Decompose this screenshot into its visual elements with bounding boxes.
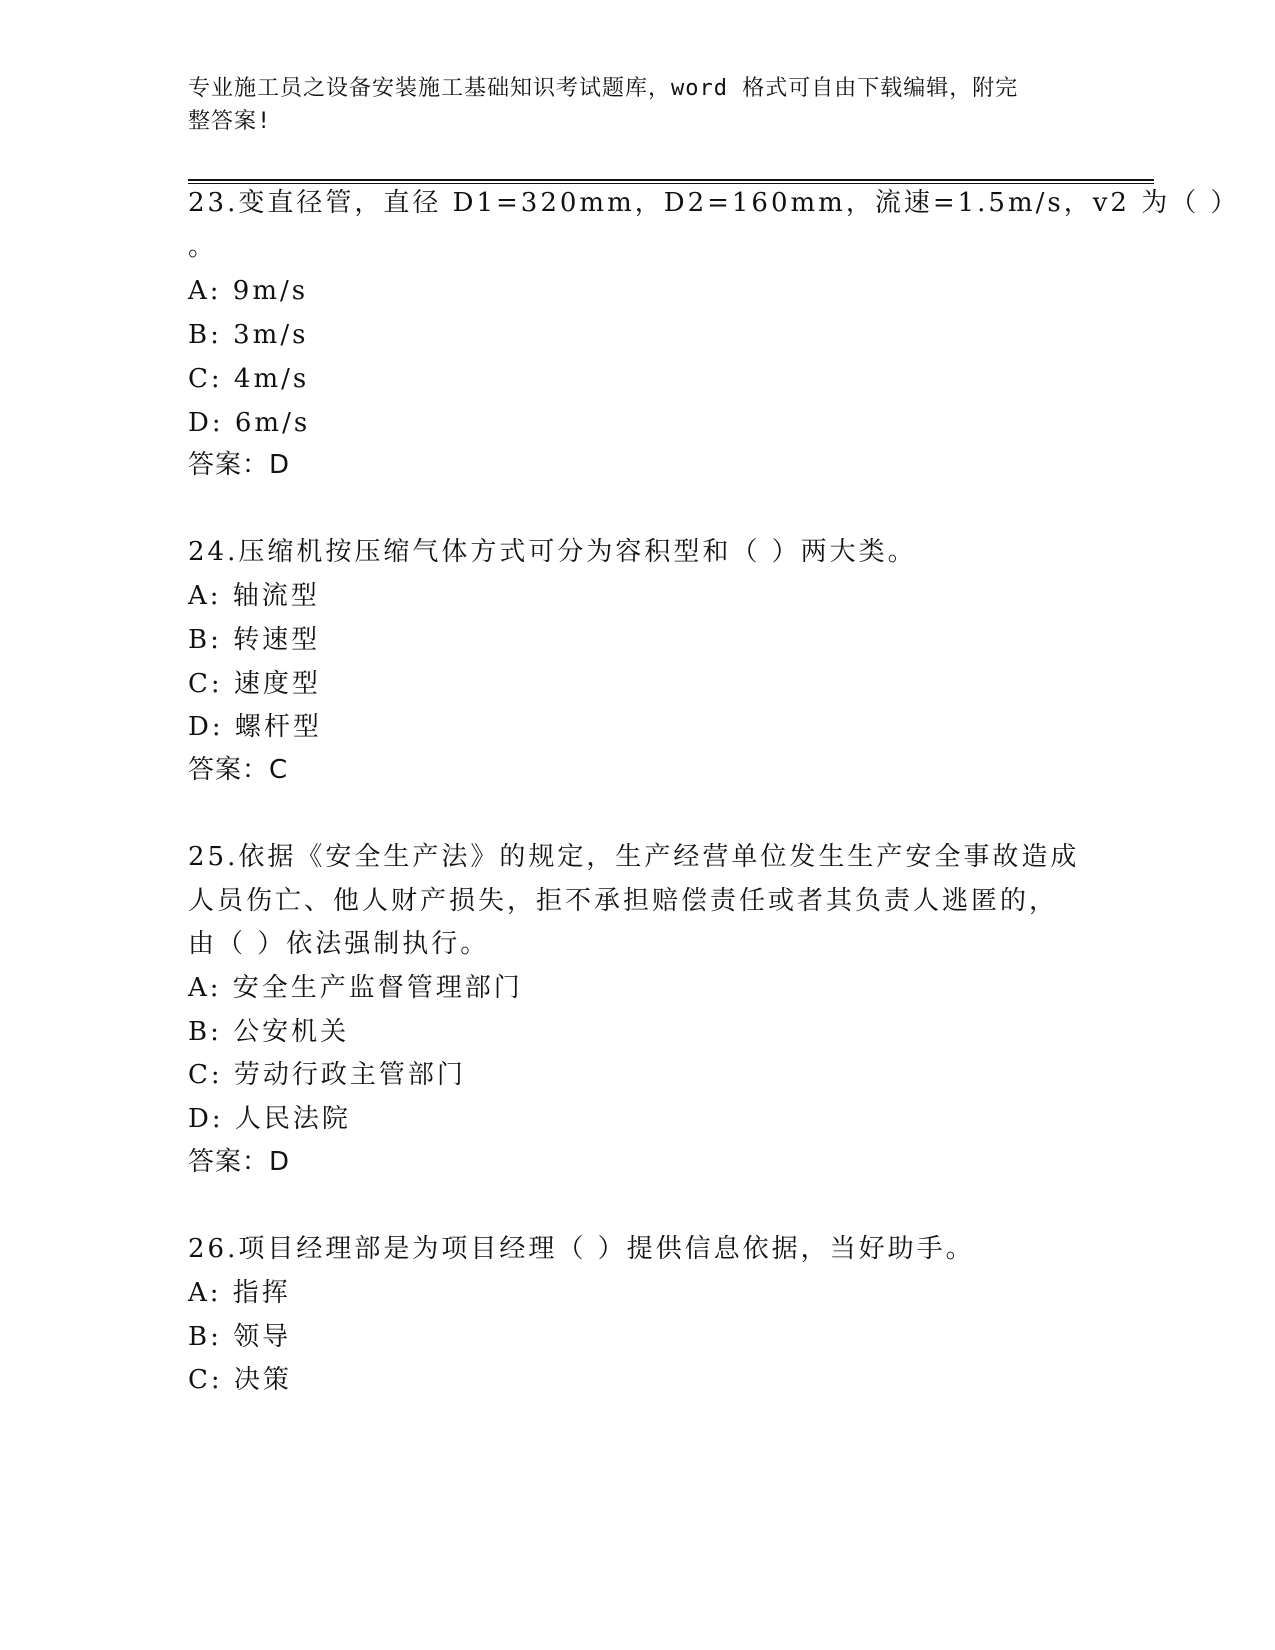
question-24-option-a: A: 轴流型 [188,581,320,611]
question-25-option-c: C: 劳动行政主管部门 [188,1060,466,1090]
question-23-option-c: C: 4m/s [188,364,310,394]
question-23-answer: 答案：D [188,450,291,480]
question-23-stem-line-2: 。 [188,232,218,262]
question-23-option-b: B: 3m/s [188,320,309,350]
intro-line-1: 专业施工员之设备安装施工基础知识考试题库，word 格式可自由下载编辑，附完 [188,76,1019,101]
intro-line-2: 整答案! [188,109,272,134]
question-25-answer: 答案：D [188,1147,291,1177]
question-23-option-a: A: 9m/s [188,276,309,306]
question-25-option-a: A: 安全生产监督管理部门 [188,973,523,1003]
document-intro [188,72,1068,138]
question-24-answer: 答案：C [188,755,289,785]
question-25-stem-line-3: 由（ ）依法强制执行。 [188,929,490,959]
header-divider-thick [188,179,1154,181]
question-26-option-c: C: 决策 [188,1365,292,1395]
header-divider-thin [188,183,1154,184]
question-23-stem-line-1: 23.变直径管，直径 D1=320mm，D2=160mm，流速=1.5m/s，v2 为（ ） [188,188,1240,218]
question-24-stem-line-1: 24.压缩机按压缩气体方式可分为容积型和（ ）两大类。 [188,537,917,567]
question-25-option-d: D: 人民法院 [188,1104,351,1134]
question-23-option-d: D: 6m/s [188,408,311,438]
question-25-option-b: B: 公安机关 [188,1017,350,1047]
question-26-option-b: B: 领导 [188,1322,292,1352]
question-26-stem-line-1: 26.项目经理部是为项目经理（ ）提供信息依据，当好助手。 [188,1234,975,1264]
question-24-option-b: B: 转速型 [188,625,321,655]
question-26-option-a: A: 指挥 [188,1278,291,1308]
question-24-option-d: D: 螺杆型 [188,712,322,742]
question-24-option-c: C: 速度型 [188,669,321,699]
question-25-stem-line-2: 人员伤亡、他人财产损失，拒不承担赔偿责任或者其负责人逃匿的， [188,886,1059,916]
question-25-stem-line-1: 25.依据《安全生产法》的规定，生产经营单位发生生产安全事故造成 [188,842,1080,872]
